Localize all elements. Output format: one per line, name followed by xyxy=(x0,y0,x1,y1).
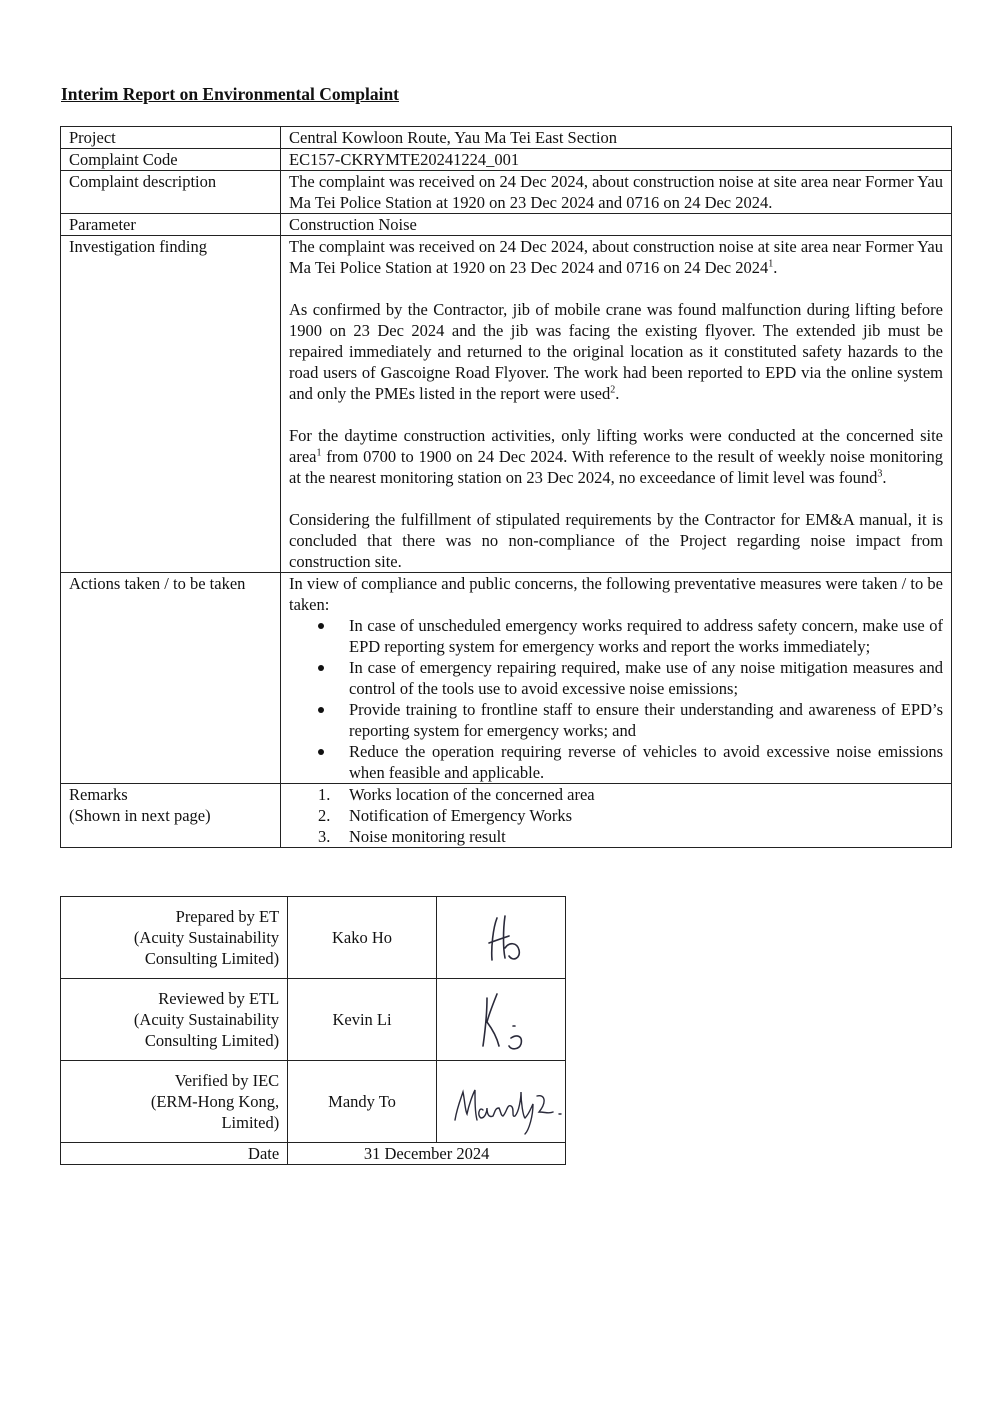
actions-intro: In view of compliance and public concerns, the following preventative measures were taken / to be taken: xyxy=(289,574,943,614)
investigation-p3-text-a: For the daytime construction activities, only lifting works were conducted at the concerned site area xyxy=(289,426,943,466)
investigation-p3-text-b: from 0700 to 1900 on 24 Dec 2024. With reference to the result of weekly noise monitoring at the nearest monitoring station on 23 Dec 2024, no exceedance of limit level was found xyxy=(289,447,943,487)
reviewed-name: Kevin Li xyxy=(288,979,437,1061)
remarks-label-cell xyxy=(61,784,281,848)
investigation-value xyxy=(281,236,952,573)
footnote-ref: 2 xyxy=(610,384,616,396)
parameter-value: Construction Noise xyxy=(281,214,952,236)
actions-list-item: Reduce the operation requiring reverse of vehicles to avoid excessive noise emissions when feasible and applicable. xyxy=(349,742,943,782)
complaint-description-label: Complaint description xyxy=(61,171,281,214)
prepared-role-line: Prepared by ET xyxy=(175,907,280,926)
footnote-ref: 1 xyxy=(768,258,774,270)
remarks-sublabel: (Shown in next page) xyxy=(69,806,211,825)
investigation-p2-text: As confirmed by the Contractor, jib of mobile crane was found malfunction during lifting before 1900 on 23 Dec 2024 and the jib was facing the existing flyover. The extended jib must be repaired immediately and returned to the original location as it constituted safety hazards to the road users of Gascoigne Road Flyover. The work had been reported to EPD via the online system and only the PMEs listed in the report were used xyxy=(289,300,943,403)
date-value: 31 December 2024 xyxy=(288,1143,566,1165)
remarks-list-item xyxy=(318,826,943,847)
prepared-signature xyxy=(436,897,565,979)
verified-role-line: (ERM-Hong Kong, xyxy=(150,1092,280,1111)
report-title: Interim Report on Environmental Complaint xyxy=(61,84,400,104)
reviewed-row xyxy=(61,979,566,1061)
actions-list xyxy=(289,615,943,783)
project-value: Central Kowloon Route, Yau Ma Tei East Section xyxy=(281,127,952,149)
verified-role-line: Verified by IEC xyxy=(174,1071,280,1090)
investigation-p1-text: The complaint was received on 24 Dec 2024, about construction noise at site area near Former Yau Ma Tei Police Station at 1920 on 23 Dec 2024 and 0716 on 24 Dec 2024 xyxy=(289,237,943,277)
reviewed-role-line: (Acuity Sustainability xyxy=(133,1010,280,1029)
actions-label: Actions taken / to be taken xyxy=(61,573,281,784)
complaint-table xyxy=(60,126,952,848)
prepared-row xyxy=(61,897,566,979)
reviewed-signature xyxy=(436,979,565,1061)
actions-list-item: Provide training to frontline staff to ensure their understanding and awareness of EPD’s reporting system for emergency works; and xyxy=(349,700,943,740)
project-label: Project xyxy=(61,127,281,149)
footnote-ref: 3 xyxy=(877,468,883,480)
complaint-code-row xyxy=(61,149,952,171)
signature-ho-image xyxy=(437,898,577,978)
prepared-role-line: Consulting Limited) xyxy=(144,949,280,968)
complaint-code-label: Complaint Code xyxy=(61,149,281,171)
complaint-description-row xyxy=(61,171,952,214)
investigation-label: Investigation finding xyxy=(61,236,281,573)
signature-ki-image xyxy=(437,980,577,1060)
remarks-item-text: Works location of the concerned area xyxy=(349,785,595,804)
actions-row xyxy=(61,573,952,784)
reviewed-role-line: Consulting Limited) xyxy=(144,1031,280,1050)
remarks-list-item xyxy=(318,805,943,826)
verified-signature xyxy=(436,1061,565,1143)
verified-name: Mandy To xyxy=(288,1061,437,1143)
complaint-description-value: The complaint was received on 24 Dec 2024, about construction noise at site area near Former Yau Ma Tei Police Station at 1920 on 23 Dec 2024 and 0716 on 24 Dec 2024. xyxy=(281,171,952,214)
reviewed-role xyxy=(61,979,288,1061)
remarks-row xyxy=(61,784,952,848)
complaint-code-value: EC157-CKRYMTE20241224_001 xyxy=(281,149,952,171)
remarks-item-number: 3. xyxy=(318,827,331,846)
remarks-list-item xyxy=(318,784,943,805)
remarks-item-number: 1. xyxy=(318,785,331,804)
verified-role xyxy=(61,1061,288,1143)
remarks-label: Remarks xyxy=(69,785,128,804)
actions-value xyxy=(281,573,952,784)
remarks-list xyxy=(289,784,943,847)
project-row xyxy=(61,127,952,149)
investigation-paragraph-4: Considering the fulfillment of stipulated requirements by the Contractor for EM&A manual, it is concluded that there was no non-compliance of the Project regarding noise impact from construction site. xyxy=(289,510,943,571)
signature-mandy-image xyxy=(437,1062,577,1142)
parameter-label: Parameter xyxy=(61,214,281,236)
date-label: Date xyxy=(61,1143,288,1165)
signoff-table xyxy=(60,896,566,1165)
actions-list-item: In case of unscheduled emergency works required to address safety concern, make use of EPD reporting system for emergency works and report the works immediately; xyxy=(349,616,943,656)
remarks-value xyxy=(281,784,952,848)
actions-list-item: In case of emergency repairing required, make use of any noise mitigation measures and control of the tools use to avoid excessive noise emissions; xyxy=(349,658,943,698)
investigation-paragraph-2: As confirmed by the Contractor, jib of mobile crane was found malfunction during lifting before 1900 on 23 Dec 2024 and the jib was facing the existing flyover. The extended jib must be repaired immediately and returned to the original location as it constituted safety hazards to the road users of Gascoigne Road Flyover. The work had been reported to EPD via the online system and only the PMEs listed in the report were used$^2$. xyxy=(289,300,943,403)
verified-row xyxy=(61,1061,566,1143)
parameter-row xyxy=(61,214,952,236)
remarks-item-text: Noise monitoring result xyxy=(349,827,506,846)
prepared-role-line: (Acuity Sustainability xyxy=(133,928,280,947)
investigation-paragraph-1: The complaint was received on 24 Dec 2024, about construction noise at site area near Former Yau Ma Tei Police Station at 1920 on 23 Dec 2024 and 0716 on 24 Dec 2024$^1$. xyxy=(289,237,943,277)
footnote-ref: 1 xyxy=(316,447,322,459)
investigation-paragraph-3: For the daytime construction activities, only lifting works were conducted at the concerned site area$^1$ from 0700 to 1900 on 24 Dec 2024. With reference to the result of weekly noise monitoring at the nearest monitoring station on 23 Dec 2024, no exceedance of limit level was found$^3$. xyxy=(289,426,943,487)
date-row xyxy=(61,1143,566,1165)
verified-role-line: Limited) xyxy=(221,1113,280,1132)
reviewed-role-line: Reviewed by ETL xyxy=(158,989,280,1008)
investigation-row xyxy=(61,236,952,573)
prepared-role xyxy=(61,897,288,979)
remarks-item-number: 2. xyxy=(318,806,331,825)
remarks-item-text: Notification of Emergency Works xyxy=(349,806,573,825)
prepared-name: Kako Ho xyxy=(288,897,437,979)
